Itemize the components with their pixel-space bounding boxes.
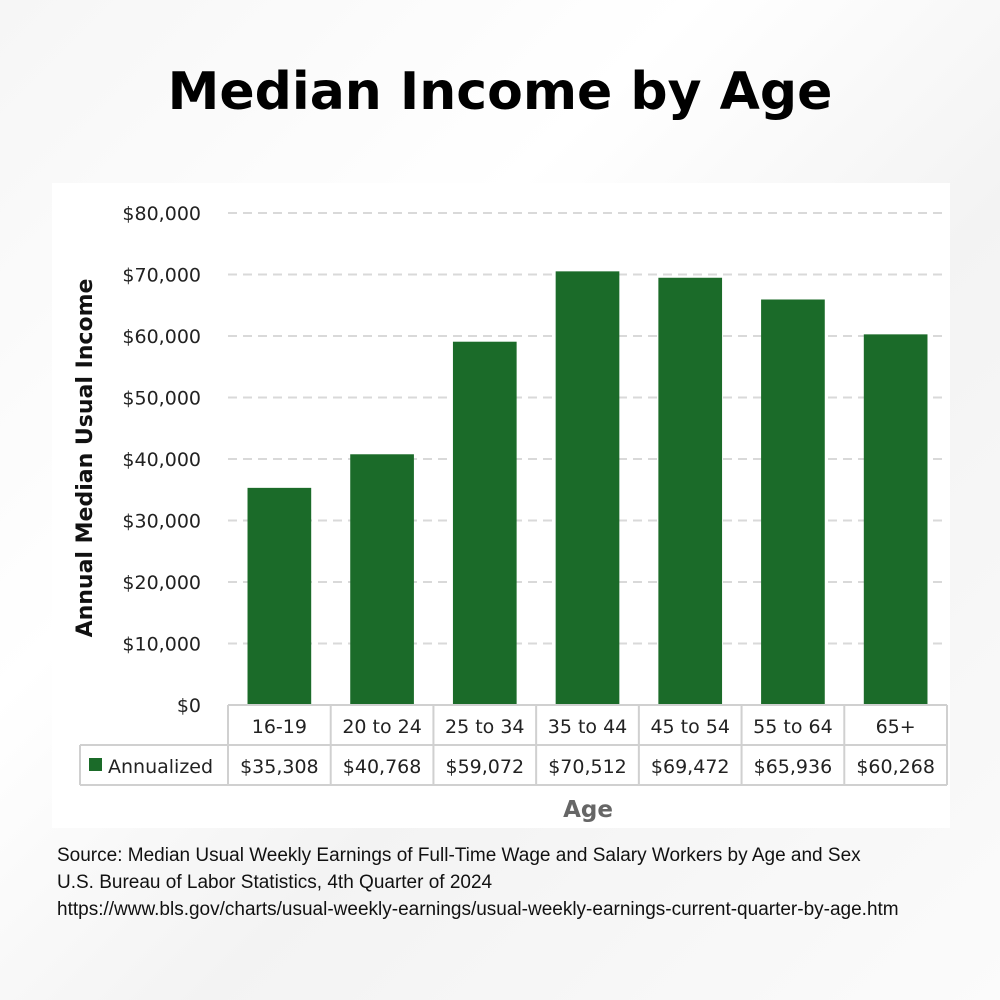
data-label: $40,768 <box>342 756 422 778</box>
data-label: $70,512 <box>548 756 627 778</box>
bar <box>556 271 620 705</box>
source-line-1: Source: Median Usual Weekly Earnings of Full-Time Wage and Salary Workers by Age and Sex <box>57 845 861 866</box>
bar <box>248 488 312 705</box>
data-label: $35,308 <box>240 756 319 778</box>
bar <box>453 342 517 705</box>
y-tick-label: $20,000 <box>122 572 201 594</box>
legend-label: Annualized <box>108 756 214 778</box>
bar <box>864 334 928 705</box>
y-tick-label: $40,000 <box>122 449 201 471</box>
bar <box>350 454 414 705</box>
x-tick-label: 55 to 64 <box>753 716 833 738</box>
y-tick-label: $80,000 <box>122 203 201 225</box>
x-tick-label: 20 to 24 <box>342 716 422 738</box>
x-tick-label: 25 to 34 <box>445 716 525 738</box>
x-tick-label: 35 to 44 <box>547 716 628 738</box>
data-label: $65,936 <box>753 756 833 778</box>
source-line-2: U.S. Bureau of Labor Statistics, 4th Quarter of 2024 <box>57 872 493 893</box>
data-label: $69,472 <box>650 756 730 778</box>
x-tick-label: 45 to 54 <box>650 716 730 738</box>
y-tick-label: $60,000 <box>122 326 201 348</box>
y-tick-label: $10,000 <box>122 633 201 656</box>
y-tick-label: $0 <box>176 695 201 717</box>
page-title: Median Income by Age <box>167 62 833 122</box>
y-tick-label: $50,000 <box>122 387 201 410</box>
source-url[interactable]: https://www.bls.gov/charts/usual-weekly-earnings/usual-weekly-earnings-current-quarter-by-age.htm <box>57 899 899 920</box>
y-tick-label: $70,000 <box>122 264 201 287</box>
x-tick-label: 16-19 <box>251 716 307 738</box>
legend-swatch <box>89 758 102 771</box>
y-axis-title: Annual Median Usual Income <box>73 278 98 638</box>
source-note <box>57 842 957 923</box>
data-label: $59,072 <box>445 756 525 778</box>
bar <box>761 299 825 705</box>
x-axis-title: Age <box>563 797 613 823</box>
data-label: $60,268 <box>856 756 935 778</box>
x-tick-label: 65+ <box>875 716 916 738</box>
bar <box>658 278 722 705</box>
y-tick-label: $30,000 <box>122 510 201 533</box>
